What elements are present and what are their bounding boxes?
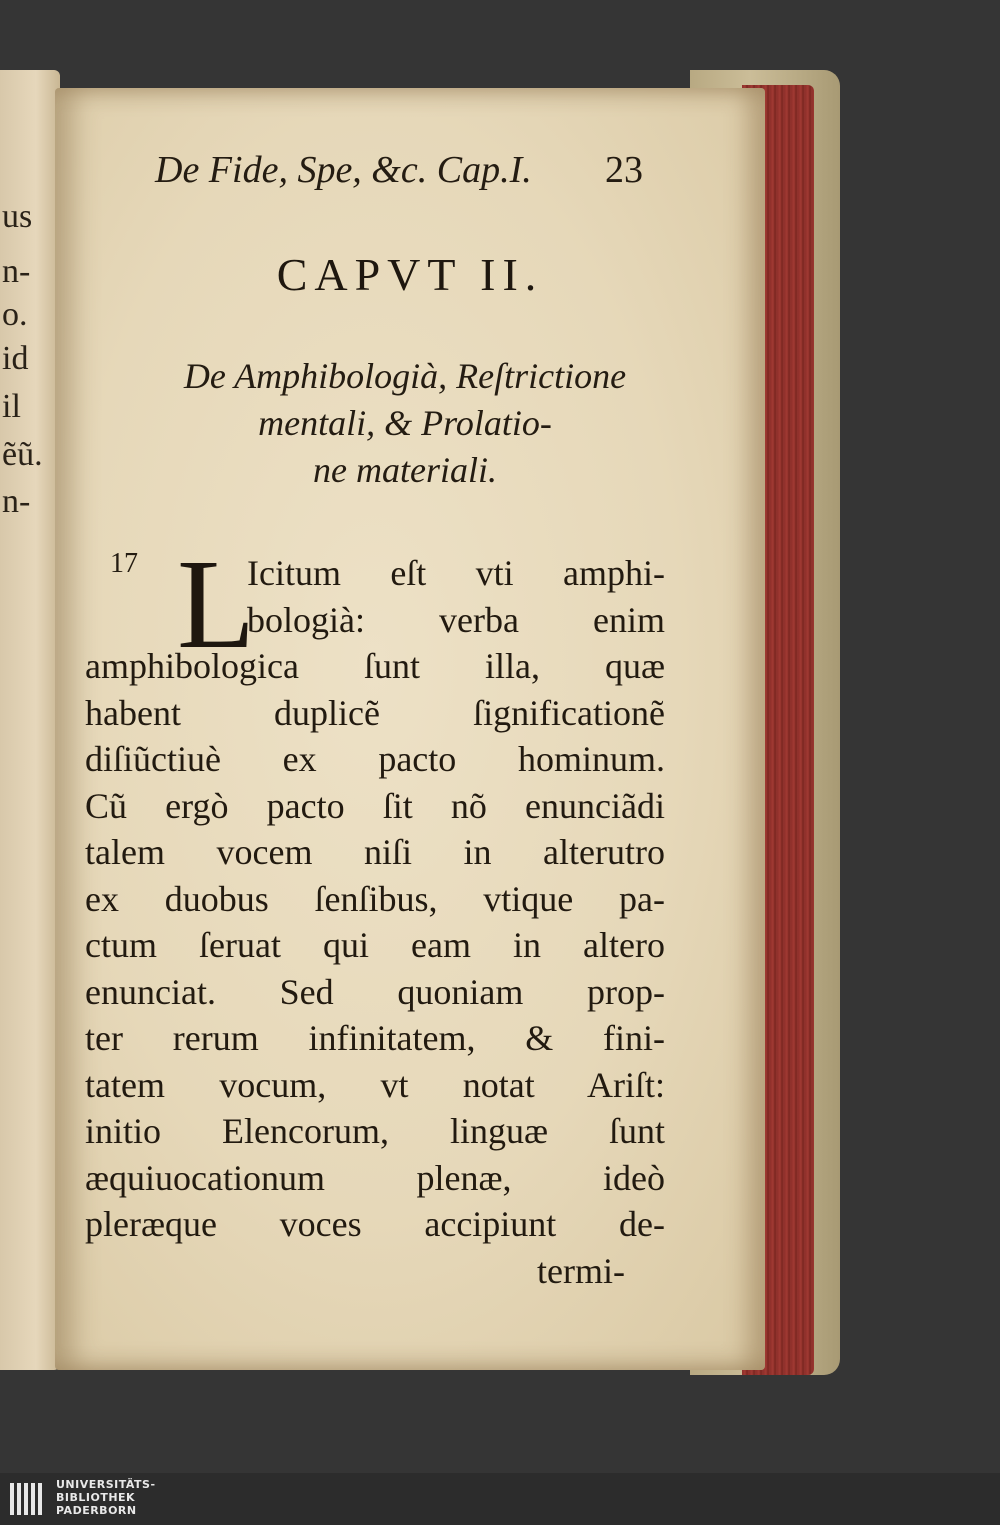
page-number: 23 — [605, 149, 643, 191]
logo-line: UNIVERSITÄTS- — [56, 1478, 156, 1491]
body-line: enunciat. Sed quoniam prop- — [85, 971, 665, 1012]
body-line: bologià: verba enim — [247, 599, 665, 640]
body-line: Icitum eſt vti amphi- — [247, 553, 665, 593]
drop-cap: L — [177, 533, 256, 675]
body-line: ex duobus ſenſibus, vtique pa- — [85, 878, 665, 919]
subtitle-line: mentali, & Prolatio- — [258, 403, 552, 443]
left-page-fragment: ẽũ. — [2, 436, 43, 473]
left-page-fragment: n- — [2, 253, 31, 290]
chapter-title: CAPVT II. — [276, 249, 544, 300]
library-logo-icon — [8, 1479, 48, 1519]
body-line: pleræque voces accipiunt de- — [85, 1204, 665, 1244]
left-page-fragment: o. — [2, 296, 28, 333]
body-line: ctum ſeruat qui eam in altero — [85, 925, 665, 965]
body-line: tatem vocum, vt notat Ariſt: — [85, 1064, 665, 1105]
running-head — [155, 148, 655, 208]
body-line: initio Elencorum, linguæ ſunt — [85, 1111, 665, 1151]
subtitle-line: ne materiali. — [313, 450, 497, 490]
chapter-subtitle — [85, 353, 725, 494]
body-line: diſiũctiuè ex pacto hominum. — [85, 739, 665, 779]
left-page-fragment: il — [2, 388, 21, 425]
body-line: æquiuocationum plenæ, ideò — [85, 1157, 665, 1198]
left-page-fragment: us — [2, 198, 33, 235]
right-page — [55, 88, 765, 1370]
body-line: talem vocem niſi in alterutro — [85, 832, 665, 872]
footer-bar — [0, 1473, 1000, 1525]
body-line: ter rerum infinitatem, & fini- — [85, 1018, 665, 1058]
logo-line: PADERBORN — [56, 1504, 137, 1517]
library-logo-text — [56, 1478, 156, 1517]
left-page-fragment: id — [2, 340, 29, 377]
running-head-title: De Fide, Spe, &c. Cap.I. — [155, 149, 532, 191]
left-page-edge — [0, 70, 60, 1370]
left-page-fragment: n- — [2, 483, 31, 520]
paragraph-number: 17 — [110, 548, 138, 579]
body-line: amphibologica ſunt illa, quæ — [85, 646, 665, 686]
logo-line: BIBLIOTHEK — [56, 1491, 136, 1504]
body-line: Cũ ergò pacto ſit nõ enunciãdi — [85, 785, 665, 826]
body-line: habent duplicẽ ſignificationẽ — [85, 692, 665, 733]
body-text — [85, 550, 665, 1294]
catchword: termi- — [537, 1250, 625, 1291]
subtitle-line: De Amphibologià, Reſtrictione — [183, 356, 627, 396]
